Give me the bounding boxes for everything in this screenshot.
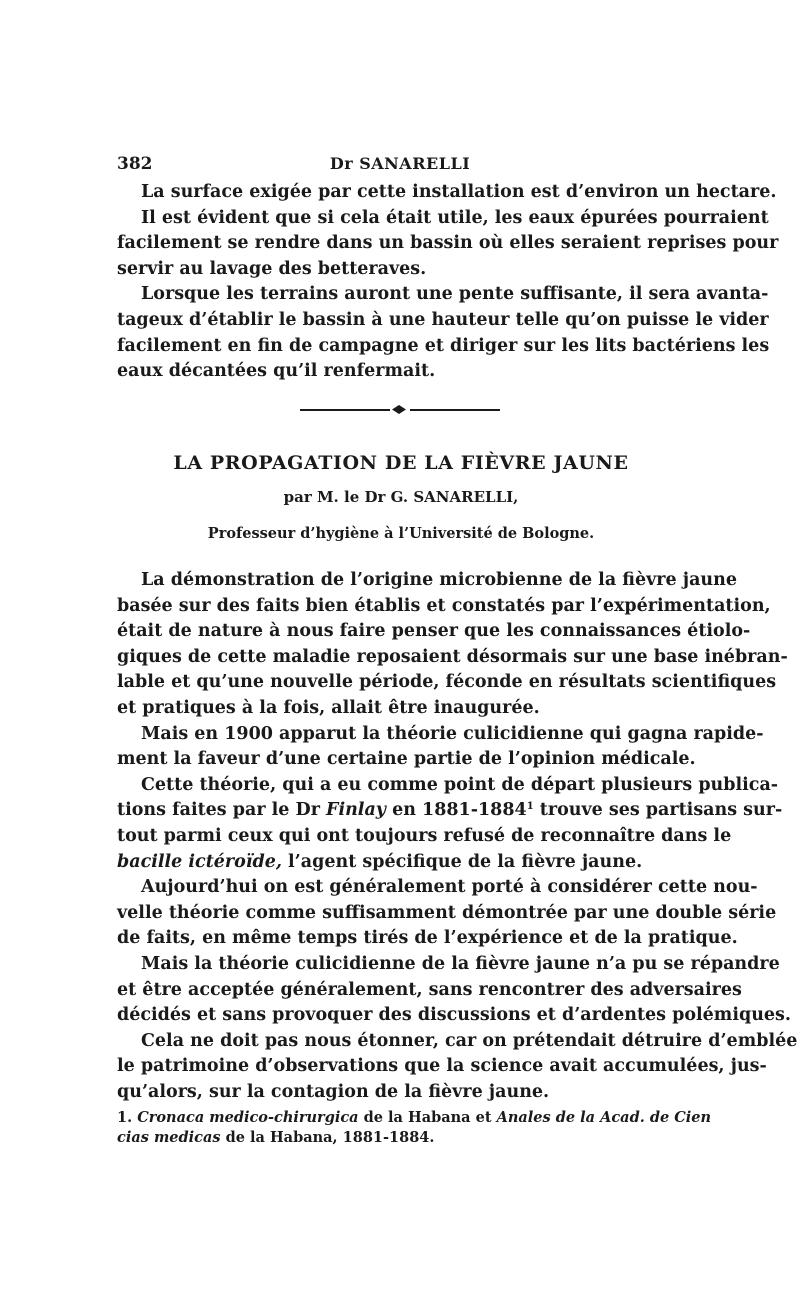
- footnote-marker: 1: [526, 801, 534, 813]
- footnote-line: cias medicas de la Habana, 1881-1884.: [117, 1129, 435, 1146]
- paragraph: [117, 875, 777, 952]
- text-line: tageux d’établir le bassin à une hauteur telle qu’on puisse le vider: [117, 309, 769, 330]
- text-line: était de nature à nous faire penser que les connaissances étiolo-: [117, 621, 751, 642]
- text-line: eaux décantées qu’il renfermait.: [117, 361, 436, 382]
- text-line: Il est évident que si cela était utile, les eaux épurées pourraient: [141, 207, 769, 228]
- running-header: [117, 154, 683, 178]
- text-line: décidés et sans provoquer des discussions et d’ardentes polémiques.: [117, 1005, 792, 1026]
- text-line: lable et qu’une nouvelle période, féconde en résultats scientifiques: [117, 672, 777, 693]
- paragraph: [117, 206, 779, 283]
- running-title: Dr SANARELLI: [329, 154, 471, 173]
- article-title: LA PROPAGATION DE LA FIÈVRE JAUNE: [173, 452, 629, 474]
- text-line: Cela ne doit pas nous étonner, car on prétendait détruire d’emblée: [141, 1030, 798, 1051]
- page-number: 382: [117, 154, 153, 174]
- text-line: et pratiques à la fois, allait être inaugurée.: [117, 697, 540, 718]
- paragraph: [117, 1029, 798, 1106]
- text-line: tions faites par le Dr Finlay en 1881-1884$^1$ trouve ses partisans sur-: [117, 800, 783, 821]
- article-body: [117, 568, 798, 1105]
- previous-article-end: [117, 180, 779, 385]
- author-name: Finlay: [326, 800, 386, 821]
- text-line: Cette théorie, qui a eu comme point de départ plusieurs publica-: [141, 774, 779, 795]
- text-line: le patrimoine d’observations que la science avait accumulées, jus-: [117, 1056, 767, 1077]
- paragraph: [117, 180, 777, 206]
- text-line: et être acceptée généralement, sans rencontrer des adversaires: [117, 979, 742, 1000]
- text-line: La surface exigée par cette installation est d’environ un hectare.: [141, 182, 777, 202]
- footnote-line: 1. Cronaca medico-chirurgica de la Habana et Anales de la Acad. de Cien: [117, 1109, 712, 1126]
- paragraph: [117, 952, 792, 1029]
- text-line: Lorsque les terrains auront une pente suffisante, il sera avanta-: [141, 284, 769, 305]
- text-line: ment la faveur d’une certaine partie de l’opinion médicale.: [117, 749, 696, 770]
- paragraph: [117, 773, 783, 875]
- paragraph: [117, 282, 770, 384]
- text-line: tout parmi ceux qui ont toujours refusé de reconnaître dans le: [117, 825, 732, 846]
- text-line: de faits, en même temps tirés de l’expérience et de la pratique.: [117, 928, 738, 949]
- text-line: La démonstration de l’origine microbienne de la fièvre jaune: [141, 570, 737, 590]
- text-line: bacille ictéroïde, l’agent spécifique de la fièvre jaune.: [117, 851, 643, 872]
- doctor-abbrev: Dr: [295, 800, 320, 821]
- author-affiliation: Professeur d’hygiène à l’Université de Bologne.: [207, 525, 595, 542]
- text-line: velle théorie comme suffisamment démontrée par une double série: [117, 902, 777, 923]
- text-line: Mais la théorie culicidienne de la fièvre jaune n’a pu se répandre: [141, 953, 780, 974]
- article-byline: par M. le Dr G. SANARELLI,: [283, 488, 519, 506]
- footnote: [117, 1108, 712, 1148]
- text-line: Aujourd’hui on est généralement porté à considérer cette nou-: [141, 877, 758, 898]
- text-line: giques de cette maladie reposaient désormais sur une base inébran-: [117, 646, 788, 667]
- paragraph: [117, 568, 788, 722]
- section-divider: [300, 404, 500, 416]
- diamond-ornament-icon: [392, 405, 406, 414]
- text-line: facilement se rendre dans un bassin où elles seraient reprises pour: [117, 233, 779, 254]
- paragraph: [117, 722, 764, 773]
- text-line: basée sur des faits bien établis et constatés par l’expérimentation,: [117, 595, 771, 616]
- text-line: servir au lavage des betteraves.: [117, 258, 427, 279]
- divider-rule: [410, 409, 500, 411]
- text-line: facilement en fin de campagne et diriger sur les lits bactériens les: [117, 335, 770, 356]
- text-line: qu’alors, sur la contagion de la fièvre jaune.: [117, 1081, 550, 1102]
- divider-rule: [300, 409, 390, 411]
- text-line: Mais en 1900 apparut la théorie culicidienne qui gagna rapide-: [141, 723, 764, 744]
